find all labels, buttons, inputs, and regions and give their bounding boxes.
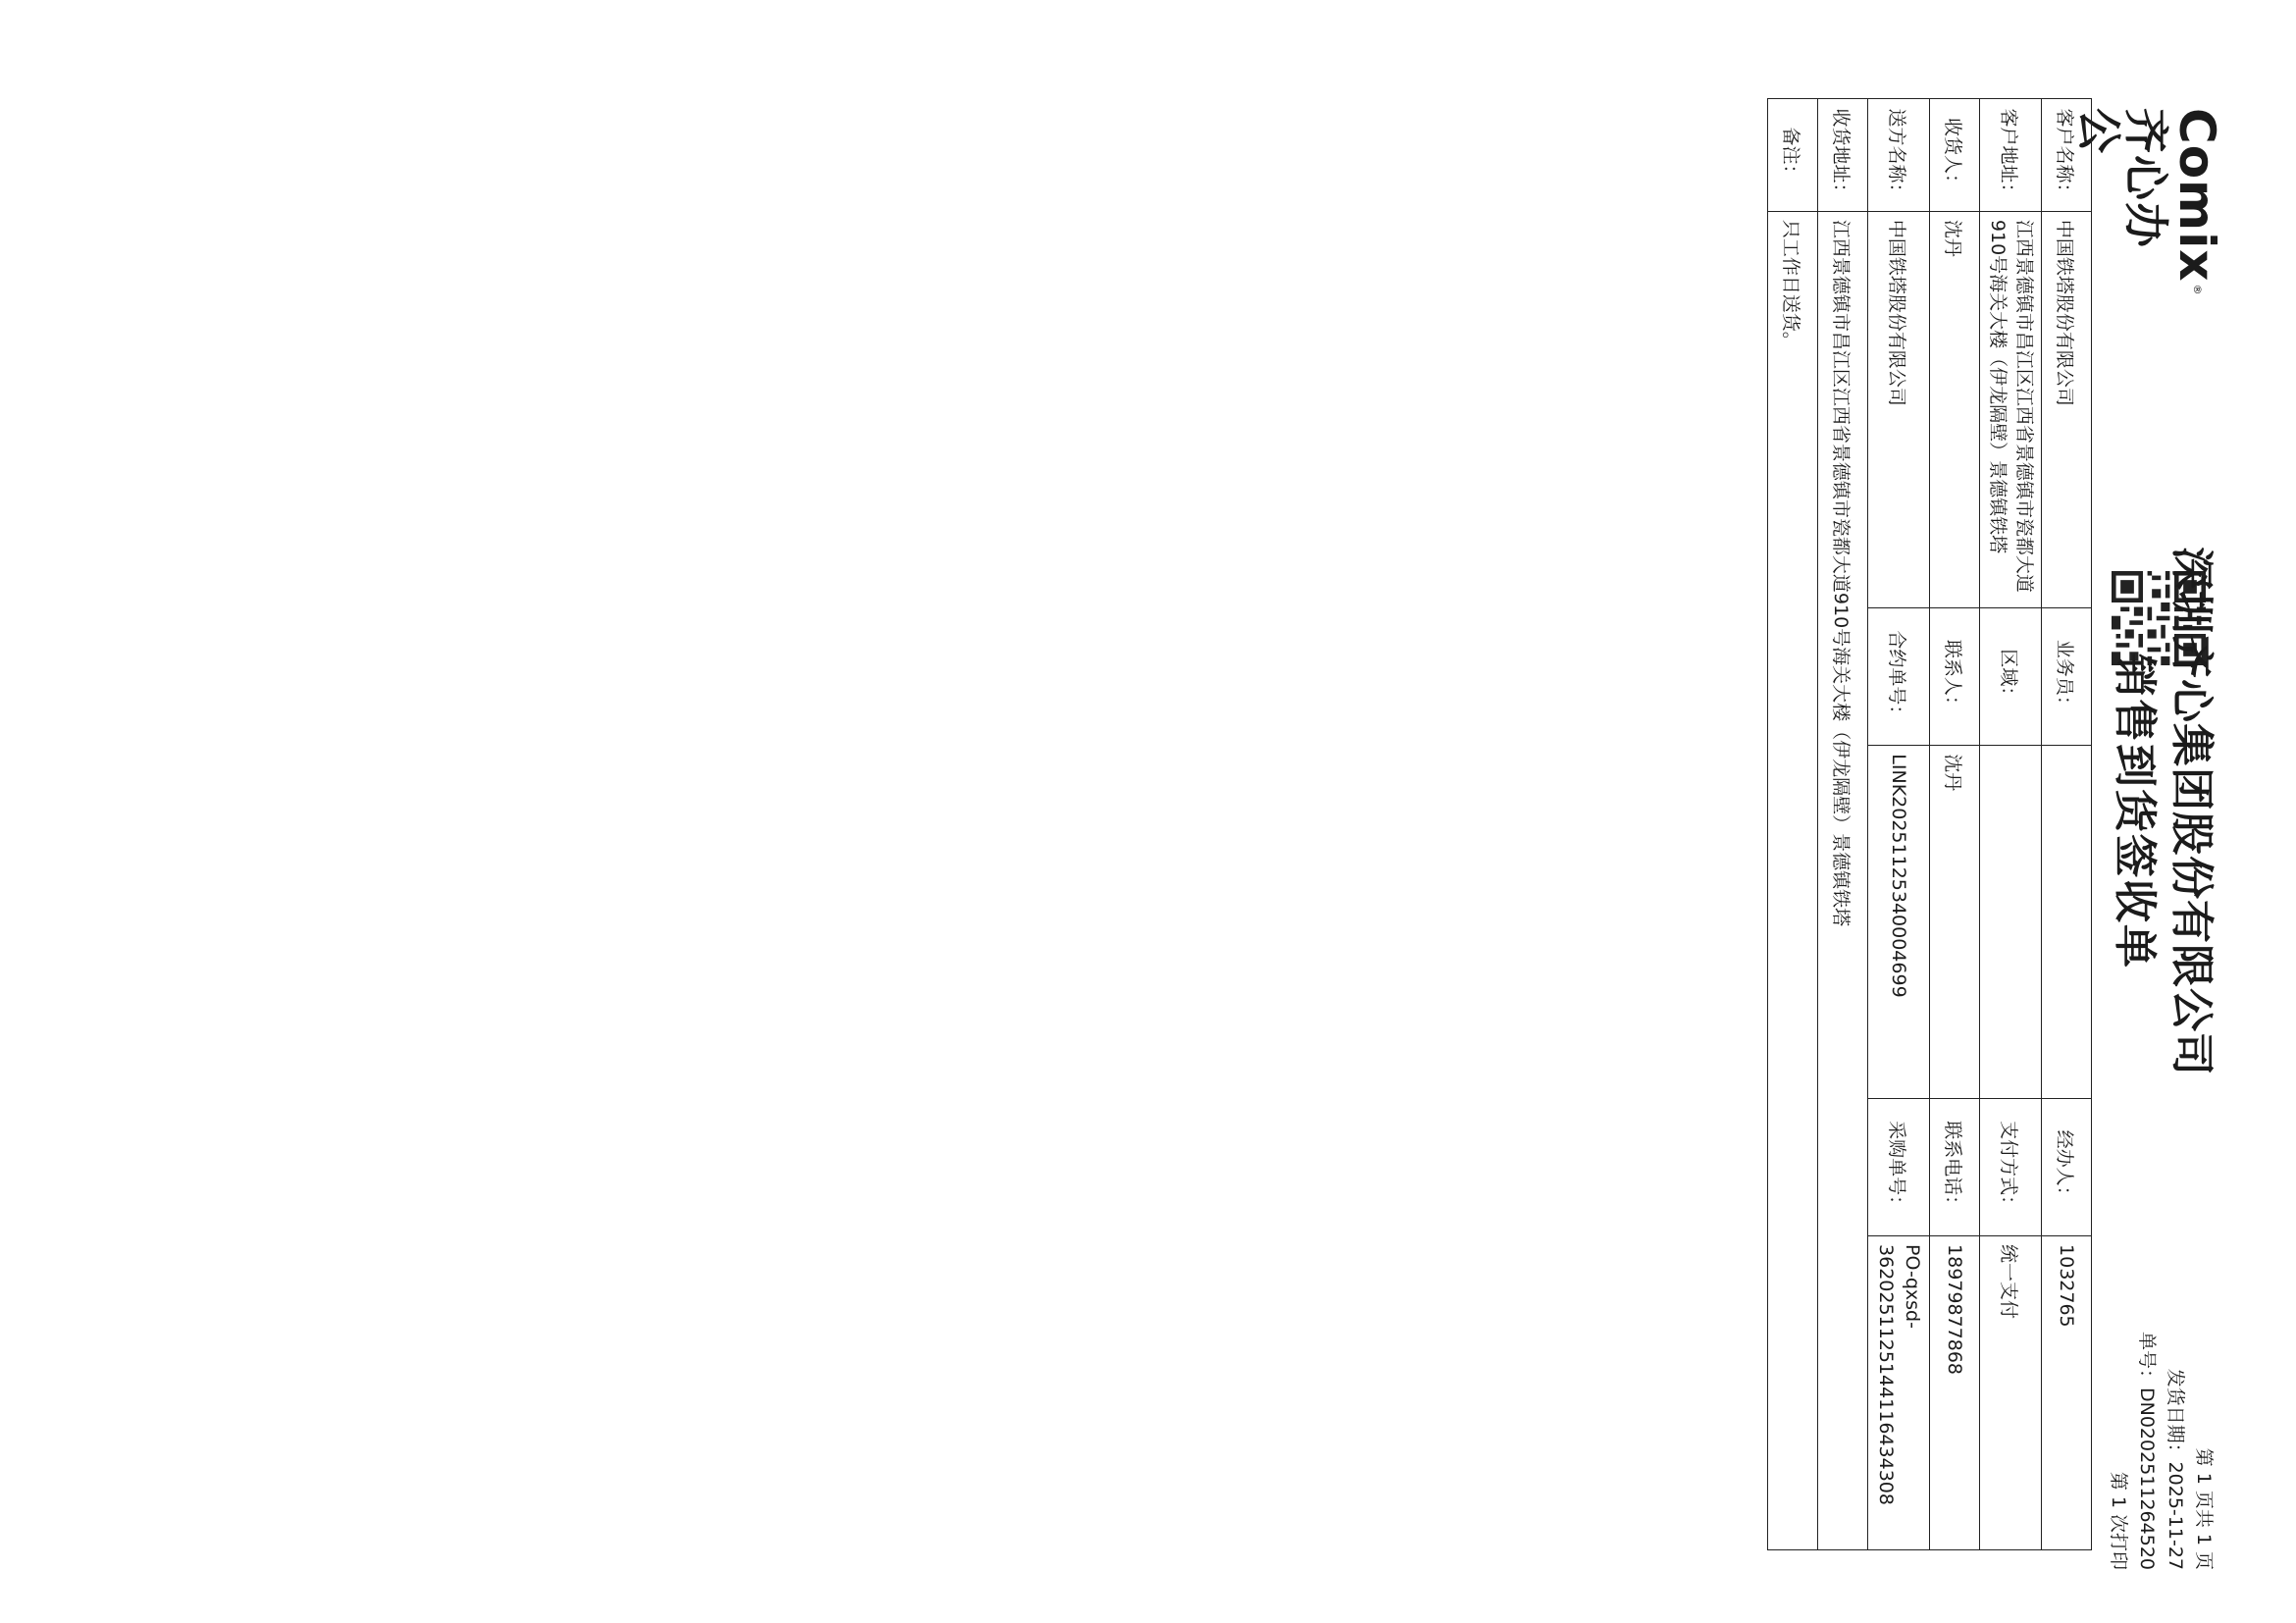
sender-label: 送方名称： bbox=[1868, 99, 1930, 212]
handler-value: 1032765 bbox=[2042, 1236, 2092, 1550]
salesman-value bbox=[2042, 746, 2092, 1099]
print-count: 第 1 次打印 bbox=[2108, 1471, 2129, 1570]
customer-value: 中国铁塔股份有限公司 bbox=[2042, 211, 2092, 608]
ship-address-label: 收货地址： bbox=[1818, 99, 1868, 212]
order-number: 单号：DN0202511264520 bbox=[2136, 1332, 2158, 1570]
ship-date: 发货日期：2025-11-27 bbox=[2165, 1368, 2186, 1570]
phone-value: 18979877868 bbox=[1930, 1236, 1980, 1550]
customer-address-value: 江西景德镇市昌江区江西省景德镇市瓷都大道910号海关大楼（伊龙隔壁）景德镇铁塔 bbox=[1980, 211, 2042, 608]
info-table bbox=[1767, 98, 2092, 1550]
salesman-label: 业务员： bbox=[2042, 608, 2092, 746]
header-meta bbox=[2104, 1276, 2218, 1570]
receiver-value: 沈丹 bbox=[1930, 211, 1980, 608]
po-label: 采购单号： bbox=[1868, 1099, 1930, 1236]
payment-label: 支付方式： bbox=[1980, 1099, 2042, 1236]
contact-label: 联系人： bbox=[1930, 608, 1980, 746]
company-name: 深圳齐心集团股份有限公司 bbox=[2166, 547, 2217, 1076]
receiver-label: 收货人： bbox=[1930, 99, 1980, 212]
contact-value: 沈丹 bbox=[1930, 746, 1980, 1099]
logo-cn: 齐心办公 bbox=[2072, 108, 2172, 249]
po-value: PO-qxsd-36202511251441164343​08 bbox=[1868, 1236, 1930, 1550]
customer-label: 客户名称： bbox=[2042, 99, 2092, 212]
logo-en: Comix® bbox=[2168, 108, 2225, 296]
page-info: 第 1 页共 1 页 bbox=[2193, 1447, 2215, 1570]
region-label: 区域： bbox=[1980, 608, 2042, 746]
handler-label: 经办人： bbox=[2042, 1099, 2092, 1236]
customer-address-label: 客户地址： bbox=[1980, 99, 2042, 212]
contract-label: 合约单号： bbox=[1868, 608, 1930, 746]
document-title: 销售到货签收单 bbox=[2110, 654, 2160, 969]
phone-label: 联系电话： bbox=[1930, 1099, 1980, 1236]
contract-value: LINK20251125340004699 bbox=[1868, 746, 1930, 1099]
ship-address-value: 江西景德镇市昌江区江西省景德镇市瓷都大道910号海关大楼（伊龙隔壁）景德镇铁塔 bbox=[1818, 211, 1868, 1549]
remark-value: 只工作日送货。 bbox=[1768, 211, 1818, 1549]
sender-value: 中国铁塔股份有限公司 bbox=[1868, 211, 1930, 608]
region-value bbox=[1980, 746, 2042, 1099]
remark-label: 备注： bbox=[1768, 99, 1818, 212]
payment-value: 统一支付 bbox=[1980, 1236, 2042, 1550]
